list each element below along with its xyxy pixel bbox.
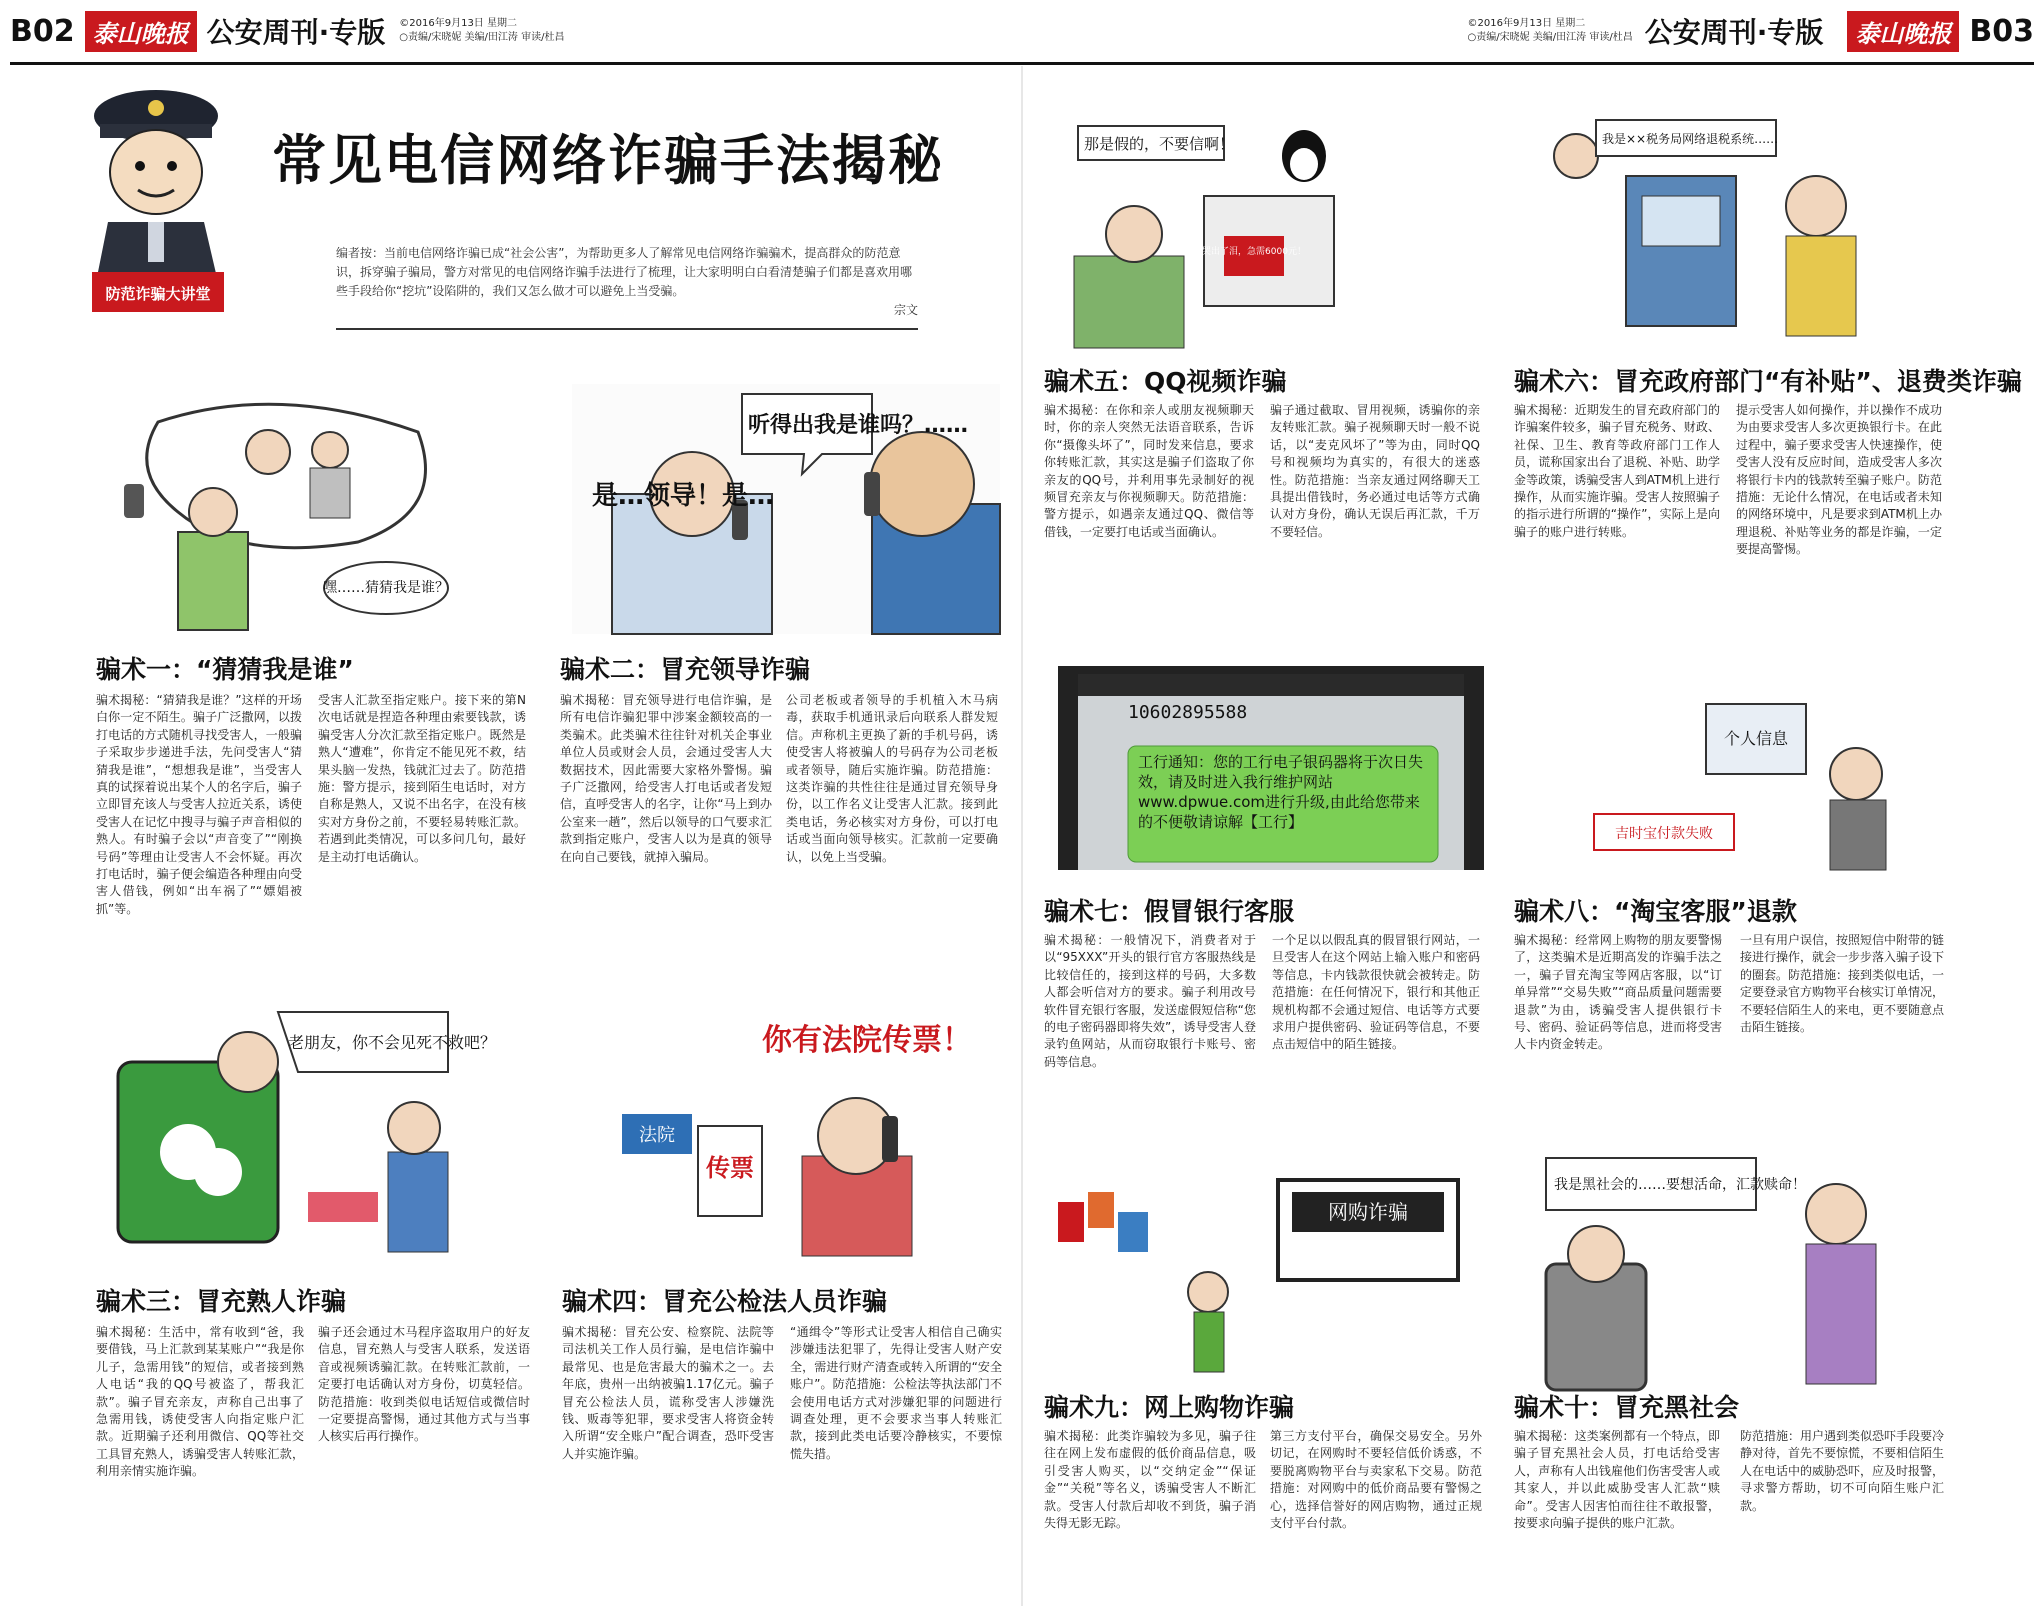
header-meta-left <box>399 17 564 45</box>
online-fraud-box: 网购诈骗 <box>1328 1200 1408 1224</box>
article-10-column-1: 骗术揭秘：这类案例都有一个特点，即骗子冒充黑社会人员，打电话给受害人，声称有人出钱雇他们伤害受害人或其家人，并以此威胁受害人汇款“赎命”。受害人因害怕而往往不敢报警，按要求向骗子提供的账户汇款。 <box>1514 1429 1720 1531</box>
payment-failed-label: 吉时宝付款失败 <box>1615 826 1713 842</box>
court-summons-stamp: 你有法院传票！ <box>762 1023 972 1058</box>
header-left <box>10 0 564 62</box>
speech-gangster: 我是黑社会的……要想活命，汇款赎命！ <box>1554 1177 1806 1193</box>
section-title-right: 公安周刊·专版 <box>1644 16 1824 49</box>
article-9-column-2: 第三方支付平台，确保交易安全。另外切记，在网购时不要轻信低价诱惑，不要脱离购物平台与卖家私下交易。防范措施：对网购中的低价商品要有警惕之心，选择信誉好的网店购物，通过正规支付平台付款。 <box>1270 1429 1482 1531</box>
illustration-tax-refund <box>1536 116 1880 348</box>
date-line-right: ©2016年9月13日 星期二 <box>1467 18 1586 29</box>
heading-scam-4: 骗术四：冒充公检法人员诈骗 <box>562 1287 888 1316</box>
badge-text: 防范诈骗大讲堂 <box>105 285 211 303</box>
heading-scam-10: 骗术十：冒充黑社会 <box>1514 1393 1740 1422</box>
article-2-column-1: 骗术揭秘：冒充领导进行电信诈骗，是所有电信诈骗犯罪中涉案金额较高的一类骗术。此类骗术往往针对机关企事业单位人员或财会人员，会通过受害人大数据技术，因此需要大家格外警惕。骗子广泛撒网，给受害人打电话或者发短信，直呼受害人的名字，让你“马上到办公室来一趟”，然后以领导的口气要求汇款到指定账户，受害人以为是真的领导在向自己要钱，就掉入骗局。 <box>560 693 772 864</box>
police-officer-icon <box>78 72 238 322</box>
article-8-column-2: 一旦有用户误信，按照短信中附带的链接进行操作，就会一步步落入骗子设下的圈套。防范措施：接到类似电话，一定要登录官方购物平台核实订单情况，不要轻信陌生人的来电，更不要随意点击陌生链接。 <box>1740 933 1945 1035</box>
article-8-column-1: 骗术揭秘：经常网上购物的朋友要警惕了，这类骗术是近期高发的诈骗手法之一，骗子冒充淘宝等网店客服，以“订单异常”“交易失败”“商品质量问题需要退款”为由，诱骗受害人提供银行卡号、密码、验证码等信息，进而将受害人卡内资金转走。 <box>1514 933 1722 1052</box>
article-2-column-2: 公司老板或者领导的手机植入木马病毒，获取手机通讯录后向联系人群发短信。声称机主更换了新的手机号码，诱使受害人将被骗人的号码存为公司老板或者领导，随后实施诈骗。防范措施：这类诈骗的共性往往是通过冒充领导身份，以工作名义让受害人汇款。接到此类电话，务必核实对方身份，可以打电话或当面向领导核实。汇款前一定要确认，以免上当受骗。 <box>786 693 998 864</box>
editor-note <box>336 244 918 320</box>
header-right <box>1468 0 2034 62</box>
illustration-fake-friend <box>98 1002 497 1254</box>
illustration-online-shopping <box>1048 1152 1472 1396</box>
page-number-right: B03 <box>1969 13 2034 49</box>
editor-note-text: 编者按：当前电信网络诈骗已成“社会公害”，为帮助更多人了解常见电信网络诈骗骗术，提高群众的防范意识，拆穿骗子骗局，警方对常见的电信网络诈骗手法进行了梳理，让大家明明白白看清楚骗子们都是喜欢用哪些手段给你“挖坑”设陷阱的，我们又怎么做才可以避免上当受骗。 <box>336 246 913 298</box>
sms-sender-number: 10602895588 <box>1128 702 1248 723</box>
illustration-qq-video <box>1074 116 1348 348</box>
heading-scam-5: 骗术五：QQ视频诈骗 <box>1044 367 1287 396</box>
article-4-column-2: “通缉令”等形式让受害人相信自己确实涉嫌违法犯罪了，先得让受害人财产安全，需进行财产清查或转入所谓的“安全账户”。防范措施：公检法等执法部门不会使用电话方式对涉嫌犯罪的问题进行调查处理，更不会要求当事人转账汇款，接到此类电话要冷静核实，不要惊慌失措。 <box>790 1325 1002 1461</box>
heading-scam-7: 骗术七：假冒银行客服 <box>1044 897 1295 926</box>
article-7-column-1: 骗术揭秘：一般情况下，消费者对于以“95XXX”开头的银行官方客服热线是比较信任的，接到这样的号码，大多数人都会听信对方的要求。骗子利用改号软件冒充银行客服，发送虚假短信称“您的电子密码器即将失效”，诱导受害人登录钓鱼网站，从而窃取银行卡账号、密码等信息。 <box>1044 933 1256 1069</box>
heading-scam-9: 骗术九：网上购物诈骗 <box>1044 1393 1295 1422</box>
heading-scam-6: 骗术六：冒充政府部门“有补贴”、退费类诈骗 <box>1514 367 2022 396</box>
article-10-column-2: 防范措施：用户遇到类似恐吓手段要冷静对待，首先不要惊慌，不要相信陌生人在电话中的威胁恐吓，应及时报警，寻求警方帮助，切不可向陌生账户汇款。 <box>1740 1429 1945 1513</box>
illustration-fake-court <box>612 1006 984 1256</box>
article-6-column-2: 提示受害人如何操作，并以操作不成功为由要求受害人多次更换银行卡。在此过程中，骗子要求受害人快速操作，使受害人没有反应时间，造成受害人多次将银行卡内的钱款转至骗子账户。防范措施：无论什么情况，在电话或者未知的网络环境中，凡是要求到ATM机上办理退税、补贴等业务的都是诈骗，一定要提高警惕。 <box>1736 403 1942 557</box>
newspaper-logo-right: 泰山晚报 <box>1847 11 1959 52</box>
illustration-guess-who <box>118 392 454 630</box>
police-cartoon <box>78 72 238 322</box>
illustration-fake-leader <box>572 384 1000 634</box>
speech-bubble-text: 嘿……猜猜我是谁？ <box>323 580 449 596</box>
heading-scam-1: 骗术一：“猜猜我是谁” <box>96 655 354 684</box>
speech-guess-me: 听得出我是谁吗？…… <box>748 413 969 438</box>
section-title-left: 公安周刊·专版 <box>206 16 386 49</box>
article-1-column-2: 受害人汇款至指定账户。接下来的第N次电话就是捏造各种理由索要钱款，诱骗受害人分次汇款至指定账户。既然是熟人“遭难”，你肯定不能见死不救，结果头脑一发热，钱就汇过去了。防范措施：警方提示，接到陌生电话时，对方自称是熟人，又说不出名字，在没有核实对方身份之前，不要轻易转账汇款。若遇到此类情况，可以多问几句，最好是主动打电话确认。 <box>318 693 526 864</box>
article-7-column-2: 一个足以以假乱真的假冒银行网站，一旦受害人在这个网站上输入账户和密码等信息，卡内钱款很快就会被转走。防范措施：在任何情况下，银行和其他正规机构都不会通过短信、电话等方式要求用户提供密码、验证码等信息，不要点击短信中的陌生链接。 <box>1272 933 1480 1052</box>
speech-leader-reply: 是…领导！是… <box>592 481 775 511</box>
header-rule <box>10 62 2034 65</box>
sms-message: 工行通知：您的工行电子银码器将于次日失效，请及时进入我行维护网站www.dpwue.com进行升级,由此给您带来的不便敬请谅解【工行】 <box>1138 753 1424 831</box>
page-gutter <box>1021 66 1023 1606</box>
speech-dont-trust: 那是假的，不要信啊！ <box>1084 135 1235 153</box>
heading-scam-3: 骗术三：冒充熟人诈骗 <box>96 1287 347 1316</box>
illustration-taobao-refund <box>1586 664 1908 876</box>
personal-info-label: 个人信息 <box>1723 729 1789 748</box>
article-3-column-2: 骗子还会通过木马程序盗取用户的好友信息，冒充熟人与受害人联系，发送语音或视频诱骗汇款。在转账汇款前，一定要打电话确认对方身份，切莫轻信。防范措施：收到类似电话短信或微信时一定要提高警惕，通过其他方式与当事人核实后再行操作。 <box>318 1325 530 1444</box>
speech-old-friend: 老朋友，你不会见死不救吧？ <box>288 1033 497 1052</box>
date-line-left: ©2016年9月13日 星期二 <box>399 18 517 29</box>
article-3-column-1: 骗术揭秘：生活中，常有收到“爸，我要借钱，马上汇款到某某账户”“我是你儿子，急需用钱”的短信，或者接到熟人电话“我的QQ号被盗了，帮我汇款”。骗子冒充亲友，声称自己出事了急需用钱，诱使受害人向指定账户汇款。近期骗子还利用微信、QQ等社交工具冒充熟人，诱骗受害人转账汇款，利用亲情实施诈骗。 <box>96 1325 304 1479</box>
header-meta-right <box>1468 17 1633 45</box>
heading-scam-8: 骗术八：“淘宝客服”退款 <box>1514 897 1797 926</box>
article-5-column-2: 骗子通过截取、冒用视频，诱骗你的亲友转账汇款。骗子视频聊天时一般不说话，以“麦克风坏了”等为由，同时QQ号和视频均为真实的，有很大的迷惑性。防范措施：当亲友通过网络聊天工具提出借钱时，务必通过电话等方式确认对方身份，确认无误后再汇款，千万不要轻信。 <box>1270 403 1480 539</box>
page-title: 常见电信网络诈骗手法揭秘 <box>272 129 944 192</box>
article-1-column-1: 骗术揭秘：“猜猜我是谁？”这样的开场白你一定不陌生。骗子广泛撒网，以拨打电话的方式随机寻找受害人，一般骗子采取步步递进手法，先问受害人“猜猜我是谁”，“想想我是谁”，当受害人真的试探着说出某个人的名字后，骗子立即冒充该人与受害人拉近关系，诱使受害人在记忆中搜寻与骗子声音相似的熟人。有时骗子会以“声音变了”“刚换号码”等理由让受害人不会怀疑。再次打电话时，骗子便会编造各种理由向受害人借钱，例如“出车祸了”“嫖娼被抓”等。 <box>96 693 302 916</box>
page-number-left: B02 <box>10 13 75 49</box>
court-label: 法院 <box>639 1125 675 1146</box>
illustration-fake-gangster <box>1526 1154 1908 1394</box>
summons-paper: 传票 <box>706 1154 754 1182</box>
illustration-fake-bank-sms <box>1058 666 1484 870</box>
newspaper-logo-left: 泰山晚报 <box>85 11 197 52</box>
editor-signature: 宗文 <box>893 303 918 317</box>
article-5-column-1: 骗术揭秘：在你和亲人或朋友视频聊天时，你的亲人突然无法语音联系，告诉你“摄像头坏了”，同时发来信息，要求你转账汇款，其实这是骗子们盗取了你亲友的QQ号，并利用事先录制好的视频冒充亲友与你视频聊天。防范措施：警方提示，如遇亲友通过QQ、微信等借钱，一定要打电话或当面确认。 <box>1044 403 1254 539</box>
heading-scam-2: 骗术二：冒充领导诈骗 <box>560 655 811 684</box>
article-6-column-1: 骗术揭秘：近期发生的冒充政府部门的诈骗案件较多，骗子冒充税务、财政、社保、卫生、教育等政府部门工作人员，谎称国家出台了退税、补贴、助学金等政策，诱骗受害人到ATM机上进行操作，从而实施诈骗。受害人按照骗子的指示进行所谓的“操作”，实际上是向骗子的账户进行转账。 <box>1514 403 1720 539</box>
editor-rule <box>336 328 918 330</box>
screen-help-text: 哭出了泪，急需6000元！ <box>1202 247 1306 257</box>
staff-line-right: ○责编/宋晓妮 美编/田江涛 审读/杜昌 <box>1467 32 1633 43</box>
speech-tax-bureau: 我是××税务局网络退税系统…… <box>1602 132 1779 146</box>
staff-line-left: ○责编/宋晓妮 美编/田江涛 审读/杜昌 <box>399 32 565 43</box>
article-9-column-1: 骗术揭秘：此类诈骗较为多见，骗子往往在网上发布虚假的低价商品信息，吸引受害人购买，以“交纳定金”“保证金”“关税”等名义，诱骗受害人不断汇款。受害人付款后却收不到货，骗子消失得无影无踪。 <box>1044 1429 1256 1531</box>
article-4-column-1: 骗术揭秘：冒充公安、检察院、法院等司法机关工作人员行骗，是电信诈骗中最常见、也是危害最大的骗术之一。去年底，贵州一出纳被骗1.17亿元。骗子冒充公检法人员，谎称受害人涉嫌洗钱、贩毒等犯罪，要求受害人将资金转入所谓“安全账户”配合调查，恐吓受害人并实施诈骗。 <box>562 1325 774 1461</box>
